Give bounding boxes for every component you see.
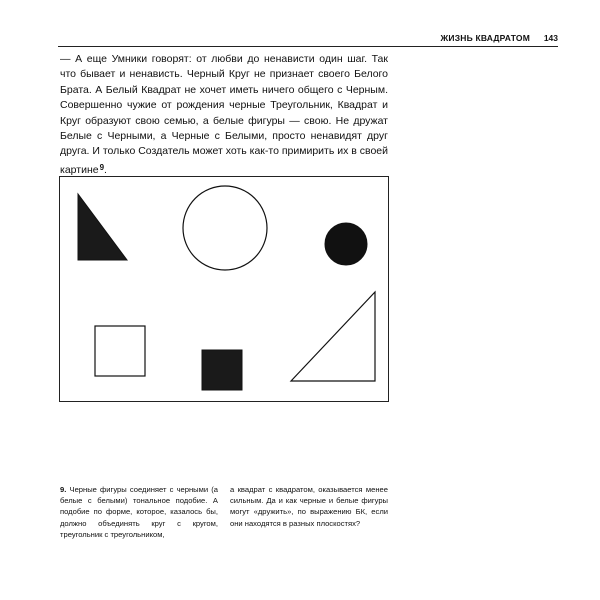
figure-illustration xyxy=(60,177,390,403)
body-paragraph-end: . xyxy=(104,163,107,176)
footnote-column-1 xyxy=(60,484,218,540)
body-paragraph xyxy=(60,52,388,178)
black-circle xyxy=(325,223,367,265)
white-square xyxy=(95,326,145,376)
footnote-text-2: а квадрат с квадратом, оказывается менее сильным. Да и как черные и белые фигуры могут «дружить», по выражению БК, если они находятся в разных плоскостях? xyxy=(230,485,388,528)
white-triangle xyxy=(291,292,375,381)
running-title: ЖИЗНЬ КВАДРАТОМ xyxy=(440,33,530,43)
footnote-column-2 xyxy=(230,484,388,529)
black-triangle xyxy=(78,194,127,260)
body-paragraph-text: — А еще Умники говорят: от любви до ненависти один шаг. Так что бывает и ненависть. Черный Круг не признает своего Белого Брата. А Белый Квадрат не хочет иметь ничего общего с Черным. Совершенно чужие от рождения черные Треугольник, Квадрат и Круг образуют свою семью, а белые фигуры — свою. Не дружат Белые с Черными, а Черные с Белыми, просто ненавидят друг друга. И только Создатель может хоть как-то примирить их в своей картине xyxy=(60,53,389,176)
page-number: 143 xyxy=(543,33,558,43)
header-rule xyxy=(58,46,558,47)
footnote-text-1: Черные фигуры соединяет с черными (а белые с белыми) тональное подобие. А подобие по форме, которое, казалось бы, должно объединять круг с кругом, треугольник с треугольником, xyxy=(60,485,218,539)
footnote-reference[interactable]: 9 xyxy=(99,162,105,172)
figure-frame xyxy=(59,176,389,402)
footnote-number: 9. xyxy=(60,485,67,494)
white-circle xyxy=(183,186,267,270)
black-square xyxy=(202,350,242,390)
